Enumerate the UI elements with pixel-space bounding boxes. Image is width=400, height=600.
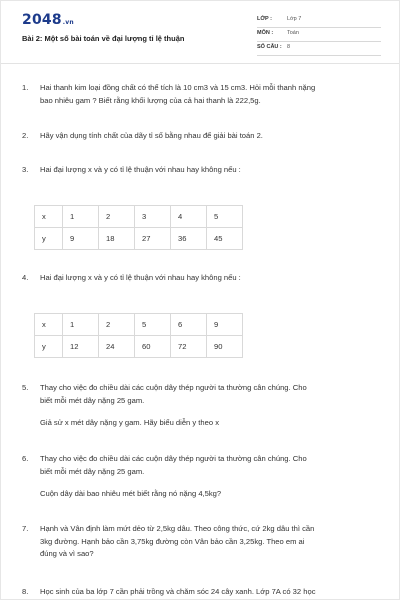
worksheet-title: Bài 2: Một số bài toán về đại lượng tỉ lệ thuận <box>22 34 185 43</box>
logo-suffix: .vn <box>62 19 74 26</box>
question-text: Hai đại lượng x và y có tỉ lệ thuận với nhau hay không nếu : <box>40 165 241 174</box>
question-line: đúng và vì sao? <box>40 549 94 559</box>
table-cell: 3 <box>135 206 171 228</box>
question-text <box>40 453 385 478</box>
question-text <box>40 523 385 561</box>
table-cell: 36 <box>171 228 207 250</box>
table-cell: 2 <box>99 314 135 336</box>
table-cell: 9 <box>207 314 243 336</box>
table-row <box>35 336 243 358</box>
question-line: biết mỗi mét dây nặng 25 gam. <box>40 395 145 405</box>
question-subtext: Giả sử x mét dây nặng y gam. Hãy biểu diễn y theo x <box>40 418 219 427</box>
question-list <box>1 1 400 600</box>
logo-text: 2048 <box>22 12 62 28</box>
question-line: bao nhiêu gam ? Biết rằng khối lượng của cả hai thanh là 222,5g. <box>40 95 261 105</box>
question-line: biết mỗi mét dây nặng 25 gam. <box>40 466 145 476</box>
table-cell: 2 <box>99 206 135 228</box>
table-cell: x <box>35 206 63 228</box>
data-table-q3 <box>34 205 243 250</box>
question-line: Hạnh và Vân định làm mứt dẻo từ 2,5kg dâu. Theo công thức, cứ 2kg dâu thì cần <box>40 524 315 533</box>
meta-label: SỐ CÂU : <box>257 44 282 50</box>
meta-value: 8 <box>287 44 291 50</box>
question-text <box>40 82 385 107</box>
question-number: 1. <box>22 83 29 92</box>
table-cell: y <box>35 336 63 358</box>
table-cell: 1 <box>63 206 99 228</box>
question-line: 3kg đường. Hạnh bảo cần 3,75kg đường còn Vân bảo cần 3,25kg. Theo em ai <box>40 536 305 546</box>
table-cell: x <box>35 314 63 336</box>
meta-value: Lớp 7 <box>287 16 302 22</box>
table-row <box>35 228 243 250</box>
meta-label: LỚP : <box>257 16 272 22</box>
question-line: Thay cho việc đo chiều dài các cuộn dây thép người ta thường cân chúng. Cho <box>40 383 307 392</box>
question-line: Thay cho việc đo chiều dài các cuộn dây thép người ta thường cân chúng. Cho <box>40 454 307 463</box>
table-row <box>35 206 243 228</box>
question-number: 5. <box>22 383 29 392</box>
table-cell: 9 <box>63 228 99 250</box>
question-number: 7. <box>22 524 29 533</box>
question-text: Hai đại lượng x và y có tỉ lệ thuận với nhau hay không nếu : <box>40 273 241 282</box>
question-number: 8. <box>22 587 29 596</box>
question-text: Hãy vận dụng tính chất của dãy tỉ số bằng nhau để giải bài toán 2. <box>40 131 263 140</box>
table-row <box>35 314 243 336</box>
table-cell: 18 <box>99 228 135 250</box>
table-cell: 12 <box>63 336 99 358</box>
table-cell: 1 <box>63 314 99 336</box>
question-number: 4. <box>22 273 29 282</box>
table-cell: 24 <box>99 336 135 358</box>
table-cell: 6 <box>171 314 207 336</box>
meta-value: Toán <box>287 30 299 36</box>
table-cell: 72 <box>171 336 207 358</box>
table-cell: 4 <box>171 206 207 228</box>
question-number: 2. <box>22 131 29 140</box>
table-cell: 45 <box>207 228 243 250</box>
data-table-q4 <box>34 313 243 358</box>
question-number: 3. <box>22 165 29 174</box>
table-cell: y <box>35 228 63 250</box>
table-cell: 60 <box>135 336 171 358</box>
question-text: Học sinh của ba lớp 7 cần phải trồng và chăm sóc 24 cây xanh. Lớp 7A có 32 học <box>40 587 316 596</box>
table-cell: 5 <box>135 314 171 336</box>
table-cell: 27 <box>135 228 171 250</box>
table-cell: 90 <box>207 336 243 358</box>
question-line: Hai thanh kim loại đồng chất có thể tích là 10 cm3 và 15 cm3. Hỏi mỗi thanh nặng <box>40 83 316 92</box>
meta-label: MÔN : <box>257 30 274 36</box>
question-subtext: Cuộn dây dài bao nhiêu mét biết rằng nó nặng 4,5kg? <box>40 489 222 498</box>
question-text <box>40 382 385 407</box>
question-number: 6. <box>22 454 29 463</box>
table-cell: 5 <box>207 206 243 228</box>
